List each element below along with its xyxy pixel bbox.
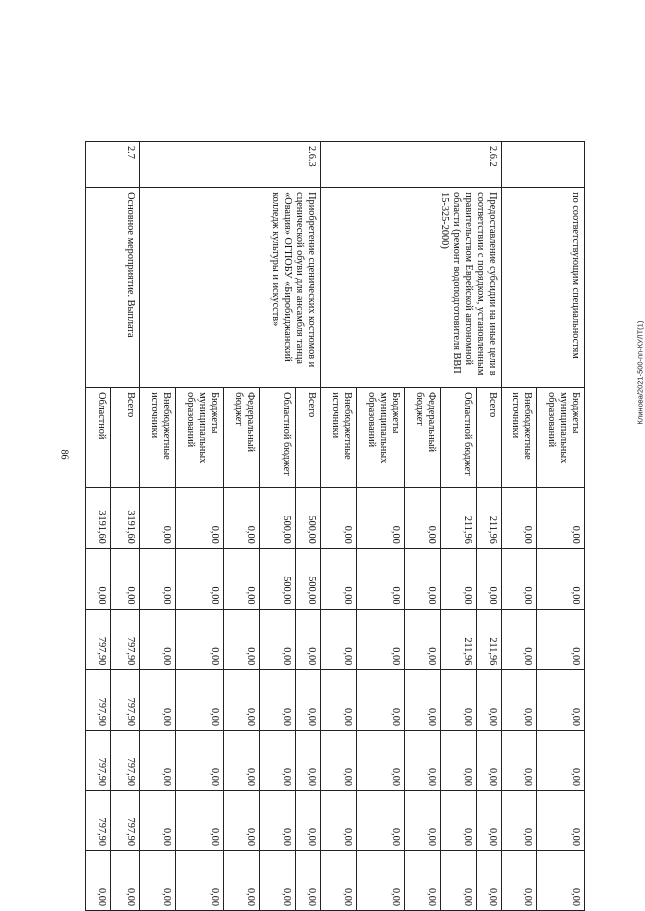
cell-amount: 0,00 <box>536 731 584 791</box>
cell-amount: 0,00 <box>405 548 441 609</box>
cell-funding-source: Внебюджетные источники <box>140 388 176 488</box>
cell-amount: 0,00 <box>224 791 260 851</box>
cell-amount: 0,00 <box>477 548 502 609</box>
document-id: Клинова/2021-500-пп-КУЛТ(1) <box>635 320 645 425</box>
cell-amount: 211,96 <box>441 609 477 670</box>
cell-amount: 0,00 <box>502 791 537 851</box>
cell-amount: 0,00 <box>260 670 296 731</box>
cell-amount: 0,00 <box>296 791 321 851</box>
table-row <box>536 142 584 911</box>
cell-amount: 0,00 <box>536 670 584 731</box>
cell-amount: 0,00 <box>296 731 321 791</box>
cell-amount: 797,90 <box>86 731 111 791</box>
cell-amount: 0,00 <box>536 791 584 851</box>
cell-funding-source: Федеральный бюджет <box>405 388 441 488</box>
cell-funding-source: Областной <box>86 388 111 488</box>
cell-item-name: Предоставление субсидии на иные цели в соответствии с порядком, установленным правительством Еврейской автономной области (ремонт водоподготовителя ВВП 15-325-2000) <box>321 188 502 388</box>
cell-funding-source: Всего <box>477 388 502 488</box>
cell-amount: 0,00 <box>140 850 176 910</box>
cell-amount: 0,00 <box>321 670 357 731</box>
cell-amount: 0,00 <box>441 548 477 609</box>
cell-amount: 0,00 <box>176 731 224 791</box>
cell-amount: 0,00 <box>405 609 441 670</box>
cell-amount: 0,00 <box>86 850 111 910</box>
cell-amount: 211,96 <box>477 609 502 670</box>
cell-funding-source: Федеральный бюджет <box>224 388 260 488</box>
cell-amount: 0,00 <box>140 791 176 851</box>
cell-amount: 0,00 <box>502 850 537 910</box>
cell-funding-source: Внебюджетные источники <box>502 388 537 488</box>
table-container <box>85 141 585 911</box>
cell-item-name: по соответствующим специальностям <box>502 188 585 388</box>
cell-amount: 500,00 <box>260 548 296 609</box>
cell-amount: 500,00 <box>260 488 296 549</box>
cell-amount: 211,96 <box>477 488 502 549</box>
cell-amount: 0,00 <box>140 548 176 609</box>
cell-amount: 0,00 <box>477 850 502 910</box>
cell-amount: 0,00 <box>357 731 405 791</box>
cell-amount: 0,00 <box>441 731 477 791</box>
cell-amount: 0,00 <box>176 609 224 670</box>
cell-amount: 500,00 <box>296 548 321 609</box>
cell-amount: 0,00 <box>224 609 260 670</box>
cell-funding-source: Всего <box>296 388 321 488</box>
cell-amount: 797,90 <box>86 609 111 670</box>
cell-amount: 0,00 <box>536 609 584 670</box>
cell-amount: 0,00 <box>536 850 584 910</box>
cell-amount: 0,00 <box>405 488 441 549</box>
cell-amount: 797,90 <box>110 731 139 791</box>
cell-amount: 0,00 <box>477 670 502 731</box>
cell-amount: 0,00 <box>321 850 357 910</box>
cell-amount: 0,00 <box>357 609 405 670</box>
cell-item-number: 2.6.3 <box>140 142 321 188</box>
table-row <box>477 142 502 911</box>
cell-amount: 797,90 <box>110 791 139 851</box>
cell-amount: 0,00 <box>224 548 260 609</box>
table-row <box>110 142 139 911</box>
cell-amount: 0,00 <box>502 488 537 549</box>
cell-amount: 0,00 <box>441 850 477 910</box>
cell-item-number <box>502 142 585 188</box>
cell-amount: 0,00 <box>502 548 537 609</box>
cell-amount: 0,00 <box>224 670 260 731</box>
page-number: 86 <box>58 449 70 460</box>
rotated-table-frame <box>85 141 585 911</box>
cell-amount: 0,00 <box>321 791 357 851</box>
cell-amount: 0,00 <box>140 609 176 670</box>
cell-amount: 0,00 <box>260 731 296 791</box>
cell-amount: 0,00 <box>176 850 224 910</box>
cell-item-number: 2.7 <box>86 142 140 188</box>
cell-amount: 0,00 <box>477 731 502 791</box>
cell-funding-source: Внебюджетные источники <box>321 388 357 488</box>
cell-amount: 0,00 <box>176 488 224 549</box>
cell-amount: 0,00 <box>357 791 405 851</box>
cell-amount: 0,00 <box>224 488 260 549</box>
cell-funding-source: Бюджеты муниципальных образований <box>357 388 405 488</box>
cell-amount: 500,00 <box>296 488 321 549</box>
cell-amount: 0,00 <box>260 791 296 851</box>
cell-amount: 797,90 <box>110 670 139 731</box>
cell-amount: 0,00 <box>176 670 224 731</box>
cell-amount: 0,00 <box>536 548 584 609</box>
cell-amount: 0,00 <box>502 670 537 731</box>
cell-funding-source: Областной бюджет <box>260 388 296 488</box>
cell-amount: 0,00 <box>357 548 405 609</box>
cell-funding-source: Областной бюджет <box>441 388 477 488</box>
cell-amount: 0,00 <box>321 488 357 549</box>
cell-amount: 0,00 <box>140 488 176 549</box>
cell-amount: 0,00 <box>176 791 224 851</box>
cell-amount: 0,00 <box>405 731 441 791</box>
cell-amount: 0,00 <box>140 731 176 791</box>
cell-amount: 0,00 <box>536 488 584 549</box>
cell-item-name: Приобретение сценических костюмов и сценической обуви для ансамбля танца «Овация» ОГПОБУ «Биробиджанский колледж культуры и искусств» <box>140 188 321 388</box>
cell-amount: 0,00 <box>110 548 139 609</box>
cell-amount: 0,00 <box>86 548 111 609</box>
cell-amount: 797,90 <box>86 670 111 731</box>
cell-amount: 0,00 <box>260 609 296 670</box>
cell-amount: 0,00 <box>260 850 296 910</box>
cell-amount: 797,90 <box>110 609 139 670</box>
cell-amount: 0,00 <box>296 850 321 910</box>
cell-amount: 0,00 <box>502 609 537 670</box>
cell-amount: 0,00 <box>296 670 321 731</box>
cell-funding-source: Всего <box>110 388 139 488</box>
cell-amount: 0,00 <box>502 731 537 791</box>
cell-amount: 0,00 <box>357 670 405 731</box>
cell-item-number: 2.6.2 <box>321 142 502 188</box>
cell-amount: 0,00 <box>110 850 139 910</box>
cell-amount: 0,00 <box>405 791 441 851</box>
cell-amount: 0,00 <box>176 548 224 609</box>
cell-amount: 3191,60 <box>86 488 111 549</box>
cell-amount: 0,00 <box>441 791 477 851</box>
cell-amount: 0,00 <box>296 609 321 670</box>
cell-amount: 0,00 <box>321 548 357 609</box>
cell-amount: 0,00 <box>477 791 502 851</box>
budget-table <box>85 141 585 911</box>
cell-amount: 0,00 <box>224 731 260 791</box>
cell-amount: 0,00 <box>357 488 405 549</box>
cell-amount: 3191,60 <box>110 488 139 549</box>
cell-funding-source: Бюджеты муниципальных образований <box>536 388 584 488</box>
cell-amount: 211,96 <box>441 488 477 549</box>
cell-amount: 0,00 <box>405 850 441 910</box>
cell-amount: 0,00 <box>321 731 357 791</box>
cell-item-name: Основное мероприятие. Выплата <box>86 188 140 388</box>
cell-amount: 0,00 <box>357 850 405 910</box>
cell-amount: 0,00 <box>441 670 477 731</box>
cell-funding-source: Бюджеты муниципальных образований <box>176 388 224 488</box>
cell-amount: 0,00 <box>140 670 176 731</box>
cell-amount: 0,00 <box>405 670 441 731</box>
cell-amount: 0,00 <box>224 850 260 910</box>
cell-amount: 797,90 <box>86 791 111 851</box>
table-row <box>296 142 321 911</box>
cell-amount: 0,00 <box>321 609 357 670</box>
table-body <box>86 142 585 911</box>
